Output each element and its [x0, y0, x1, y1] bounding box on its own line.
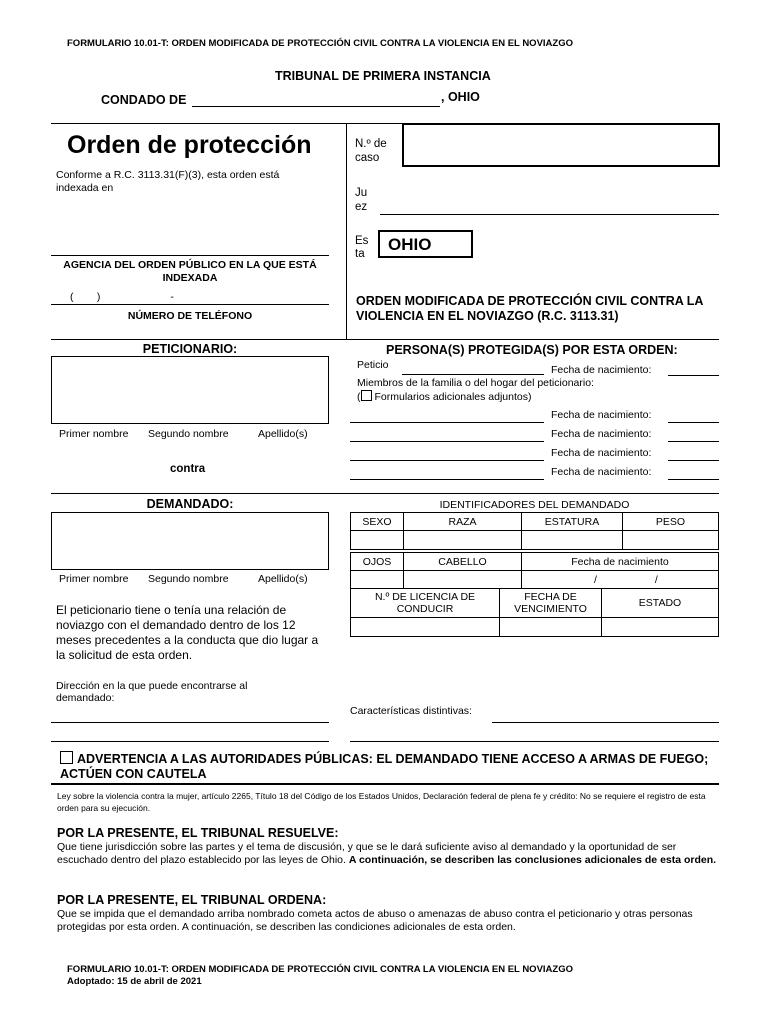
identifiers-table-1 [350, 512, 719, 550]
identifiers-table-3 [350, 588, 719, 637]
case-label: N.º de caso [355, 138, 387, 164]
resolves-heading: POR LA PRESENTE, EL TRIBUNAL RESUELVE: [57, 826, 339, 840]
firearm-warning-text: ADVERTENCIA A LAS AUTORIDADES PÚBLICAS: EL DEMANDADO TIENE ACCESO A ARMAS DE FUEGO; ACTÚEN CON CAUTELA [60, 752, 709, 781]
resolves-body-text: Que tiene jurisdicción sobre las partes y el tema de discusión, y que se le dará suficiente aviso al demandado y la oportunidad de ser escuchado dentro del plazo establecido por las leyes de Ohio. [57, 841, 677, 866]
divider-warning [51, 783, 719, 785]
state-box [378, 230, 473, 258]
petitioner-short: Peticio [357, 359, 389, 371]
petitioner-name-box[interactable] [51, 356, 329, 424]
law-note: Ley sobre la violencia contra la mujer, artículo 2265, Título 18 del Código de los Estados Unidos, Declaración federal de plena fe y crédito: No se requiere el registro de esta orden para su ejecución. [57, 791, 706, 813]
respondent-label: DEMANDADO: [146, 497, 234, 511]
peso-header: PESO [623, 513, 719, 531]
expiry-value[interactable] [500, 618, 602, 637]
agency-label: AGENCIA DEL ORDEN PÚBLICO EN LA QUE ESTÁ INDEXADA [63, 259, 317, 284]
raza-header: RAZA [404, 513, 522, 531]
features-label: Características distintivas: [350, 705, 472, 717]
dob-slash-2: / [654, 573, 658, 586]
judge-field[interactable] [380, 214, 719, 215]
identifiers-title: IDENTIFICADORES DEL DEMANDADO [439, 499, 630, 511]
address-field-2[interactable] [51, 741, 329, 742]
agency-field[interactable] [51, 255, 329, 256]
order-title: Orden de protección [67, 131, 312, 159]
features-field-1[interactable] [492, 722, 719, 723]
phone-template: ( ) - [70, 291, 174, 303]
dob-field-3[interactable] [668, 460, 719, 461]
dob-field-1[interactable] [668, 422, 719, 423]
protected-label: PERSONA(S) PROTEGIDA(S) POR ESTA ORDEN: [386, 343, 678, 357]
extra-forms [357, 390, 532, 403]
family-member-field-2[interactable] [350, 441, 544, 442]
order-long-title: ORDEN MODIFICADA DE PROTECCIÓN CIVIL CONTRA LA VIOLENCIA EN EL NOVIAZGO (R.C. 3113.31) [356, 294, 703, 323]
relation-statement: El peticionario tiene o tenía una relación de noviazgo con el demandado dentro de los 12 meses precedentes a la conducta que dio lugar a la solicitud de esta orden. [56, 603, 319, 662]
court-name: TRIBUNAL DE PRIMERA INSTANCIA [275, 69, 491, 83]
orders-body: Que se impida que el demandado arriba nombrado cometa actos de abuso o amenazas de abuso contra el peticionario y otras personas protegidas por esta orden. A continuación, se describen las condiciones adicionales de esta orden. [57, 908, 693, 933]
estatura-value[interactable] [522, 531, 623, 550]
county-field[interactable] [192, 106, 440, 107]
petitioner-label: PETICIONARIO: [142, 342, 238, 356]
judge-label: Ju ez [355, 187, 368, 213]
estatura-header: ESTATURA [522, 513, 623, 531]
features-field-2[interactable] [350, 741, 719, 742]
respondent-last-label: Apellido(s) [258, 573, 308, 585]
protected-petitioner-field[interactable] [402, 374, 544, 375]
sexo-value[interactable] [351, 531, 404, 550]
divider-respondent [51, 493, 719, 494]
dob-label-2: Fecha de nacimiento: [551, 428, 652, 440]
license-value[interactable] [351, 618, 500, 637]
footer-adopted: Adoptado: 15 de abril de 2021 [67, 976, 202, 987]
state-label: Es ta [355, 235, 369, 257]
state-suffix: , OHIO [441, 90, 480, 104]
estado-value[interactable] [602, 618, 719, 637]
dob-slash-1: / [594, 573, 597, 586]
family-note: Miembros de la familia o del hogar del peticionario: [357, 377, 594, 389]
dob-value[interactable] [522, 571, 719, 589]
sexo-header: SEXO [351, 513, 404, 531]
dob-label-0: Fecha de nacimiento: [551, 364, 652, 376]
estado-header: ESTADO [602, 589, 719, 618]
family-member-field-4[interactable] [350, 479, 544, 480]
dob-label-3: Fecha de nacimiento: [551, 447, 652, 459]
cabello-value[interactable] [404, 571, 522, 589]
indexed-note: Conforme a R.C. 3113.31(F)(3), esta orden está indexada en [56, 169, 280, 194]
family-member-field-1[interactable] [350, 422, 544, 423]
raza-value[interactable] [404, 531, 522, 550]
extra-forms-label: Formularios adicionales adjuntos) [374, 391, 532, 403]
ojos-value[interactable] [351, 571, 404, 589]
family-member-field-3[interactable] [350, 460, 544, 461]
resolves-body [57, 841, 717, 867]
phone-label: NÚMERO DE TELÉFONO [127, 310, 253, 322]
case-number-field[interactable] [402, 123, 720, 167]
petitioner-middle-label: Segundo nombre [148, 428, 229, 440]
peso-value[interactable] [623, 531, 719, 550]
contra-label: contra [170, 463, 206, 475]
respondent-name-box[interactable] [51, 512, 329, 570]
dob-label-1: Fecha de nacimiento: [551, 409, 652, 421]
resolves-body-bold: A continuación, se describen las conclusiones adicionales de esta orden. [348, 854, 717, 866]
address-label: Dirección en la que puede encontrarse al demandado: [56, 680, 248, 704]
state-value: OHIO [388, 235, 432, 254]
petitioner-first-label: Primer nombre [59, 428, 129, 440]
dob-header: Fecha de nacimiento [522, 553, 719, 571]
dob-field-0[interactable] [668, 375, 719, 376]
ojos-header: OJOS [351, 553, 404, 571]
cabello-header: CABELLO [404, 553, 522, 571]
orders-heading: POR LA PRESENTE, EL TRIBUNAL ORDENA: [57, 893, 327, 907]
county-label: CONDADO DE [101, 93, 187, 107]
divider-vertical [346, 123, 347, 339]
form-title: FORMULARIO 10.01-T: ORDEN MODIFICADA DE PROTECCIÓN CIVIL CONTRA LA VIOLENCIA EN EL NOVIAZGO [67, 38, 573, 49]
respondent-middle-label: Segundo nombre [148, 573, 229, 585]
paren-open: ( [357, 391, 361, 403]
footer-form-title: FORMULARIO 10.01-T: ORDEN MODIFICADA DE PROTECCIÓN CIVIL CONTRA LA VIOLENCIA EN EL NOVIAZGO [67, 964, 573, 975]
address-field-1[interactable] [51, 722, 329, 723]
firearm-warning-checkbox[interactable] [60, 751, 73, 764]
dob-field-2[interactable] [668, 441, 719, 442]
phone-field[interactable] [51, 304, 329, 305]
respondent-first-label: Primer nombre [59, 573, 129, 585]
dob-label-4: Fecha de nacimiento: [551, 466, 652, 478]
divider-mid [51, 339, 719, 340]
license-header: N.º DE LICENCIA DE CONDUCIR [351, 589, 500, 618]
firearm-warning [60, 751, 715, 782]
extra-forms-checkbox[interactable] [361, 390, 372, 401]
expiry-header: FECHA DE VENCIMIENTO [500, 589, 602, 618]
petitioner-last-label: Apellido(s) [258, 428, 308, 440]
identifiers-table-2 [350, 552, 719, 589]
dob-field-4[interactable] [668, 479, 719, 480]
